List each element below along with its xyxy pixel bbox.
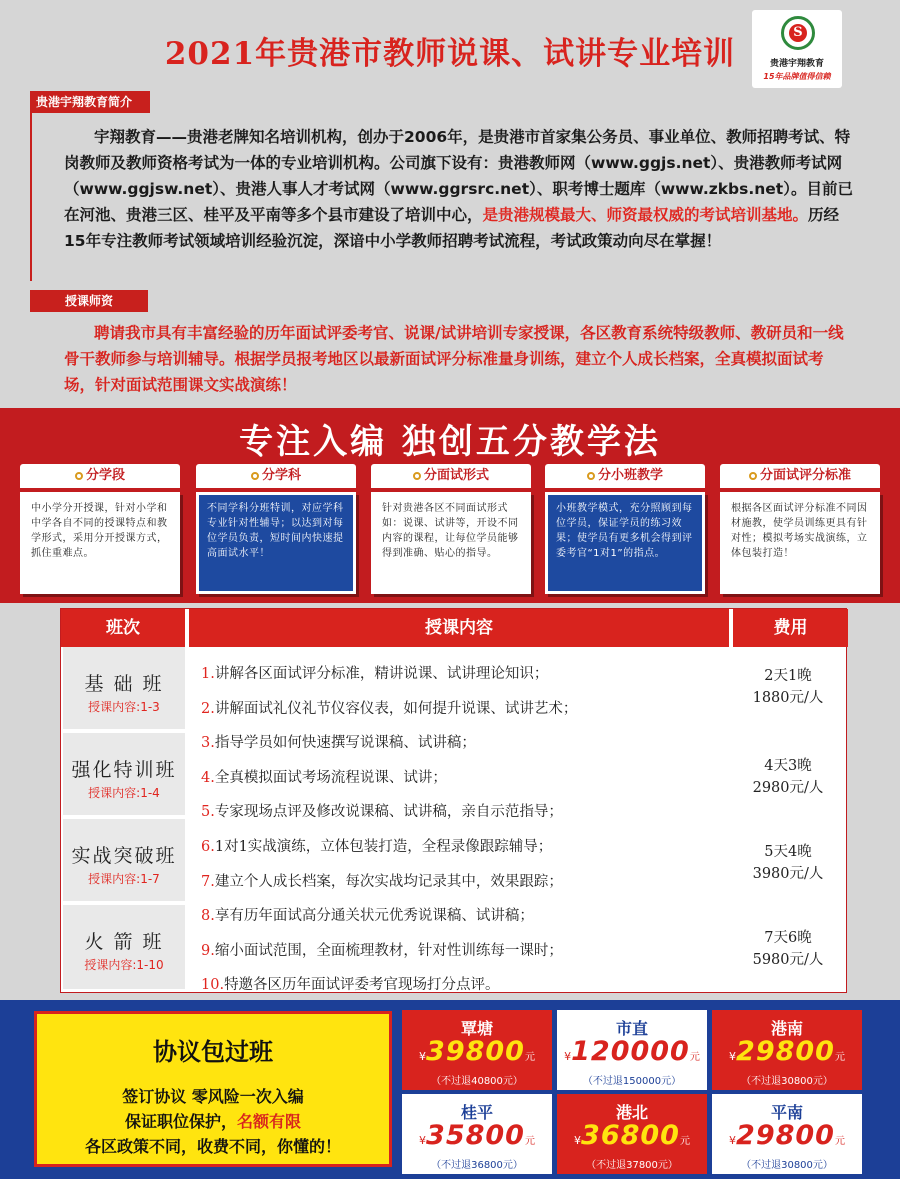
feature-description: 根据各区面试评分标准不同因材施教，使学员训练更具有针对性；模拟考场实战演练，立体包装打造！ <box>720 492 880 594</box>
fee-duration: 5天4晚 <box>764 844 812 860</box>
feature-description: 小班教学模式，充分照顾到每位学员，保证学员的练习效果；使学员有更多机会得到评委考官“1对1”的指点。 <box>545 492 705 594</box>
price-card <box>712 1094 862 1174</box>
agreement-line: 各区政策不同，收费不同，你懂的！ <box>84 1137 341 1156</box>
feature-tab <box>545 464 705 488</box>
fee-cell <box>733 755 843 807</box>
feature-description: 针对贵港各区不同面试形式如：说课、试讲等，开设不同内容的课程，让每位学员能够得到准确、贴心的指导。 <box>371 492 531 594</box>
list-item: 4.全真模拟面试考场流程说课、试讲； <box>201 769 447 786</box>
price-unit: 元 <box>679 1136 690 1147</box>
refund-note: （不过退37800元） <box>586 1160 678 1171</box>
fee-price: 3980元/人 <box>752 866 824 882</box>
feature-card <box>371 464 531 594</box>
list-item: 2.讲解面试礼仪礼节仪容仪表，如何提升说课、试讲艺术； <box>201 700 578 717</box>
course-table <box>60 608 847 993</box>
price-amount: 36800 <box>581 1120 680 1151</box>
feature-card <box>720 464 880 594</box>
price-region: 港南 <box>770 1019 803 1038</box>
logo-seal-icon <box>781 16 815 50</box>
fee-price: 1880元/人 <box>752 690 824 706</box>
price-unit: 元 <box>524 1052 535 1063</box>
list-item: 6.1对1实战演练，立体包装打造，全程录像跟踪辅导； <box>201 838 553 855</box>
target-icon <box>251 472 259 480</box>
refund-note: （不过退150000元） <box>582 1076 682 1087</box>
fee-price: 2980元/人 <box>752 780 824 796</box>
class-cell <box>63 819 185 903</box>
intro-divider <box>30 113 32 281</box>
fee-cell <box>733 665 843 717</box>
intro-highlight: 是贵港规模最大、师资最权威的考试培训基地。 <box>482 206 809 224</box>
list-item: 5.专家现场点评及修改说课稿、试讲稿，亲自示范指导； <box>201 804 563 821</box>
method-banner <box>0 408 900 603</box>
agreement-class-box <box>34 1011 392 1167</box>
price-amount: 35800 <box>426 1120 525 1151</box>
column-header-class: 班次 <box>61 609 185 647</box>
price-unit: 元 <box>834 1136 845 1147</box>
agreement-class-title: 协议包过班 <box>153 1037 273 1066</box>
fee-price: 5980元/人 <box>752 952 824 968</box>
list-item: 1.讲解各区面试评分标准，精讲说课、试讲理论知识； <box>201 666 549 682</box>
feature-description: 中小学分开授课，针对小学和中学各自不同的授课特点和教学形式，采用分开授课方式，抓住重难点。 <box>20 492 180 594</box>
list-item: 8.享有历年面试高分通关状元优秀说课稿、试讲稿； <box>201 908 534 925</box>
refund-note: （不过退30800元） <box>741 1076 833 1087</box>
class-cell <box>63 733 185 817</box>
yen-symbol: ¥ <box>419 1050 427 1063</box>
price-amount: 120000 <box>571 1036 690 1067</box>
feature-tab-label: 分面试形式 <box>423 468 489 483</box>
class-cell <box>63 647 185 731</box>
price-region: 市直 <box>615 1019 648 1038</box>
yen-symbol: ¥ <box>574 1134 582 1147</box>
target-icon <box>413 472 421 480</box>
price-region: 覃塘 <box>460 1019 493 1038</box>
pricing-band <box>0 1000 900 1179</box>
price-unit: 元 <box>689 1052 700 1063</box>
fee-cell <box>733 841 843 893</box>
intro-text-after: 历经15年专注教师考试领域培训经验沉淀，深谙中小学教师招聘考试流程，考试政策动向尽在掌握！ <box>64 206 840 250</box>
feature-card <box>545 464 705 594</box>
price-card <box>402 1094 552 1174</box>
feature-tab <box>371 464 531 488</box>
feature-description: 不同学科分班特训，对应学科专业针对性辅导；以达到对每位学员负责，短时间内快速提高面试水平！ <box>196 492 356 594</box>
price-region: 桂平 <box>460 1103 493 1122</box>
brand-logo <box>752 10 842 88</box>
list-item: 3.指导学员如何快速撰写说课稿、试讲稿； <box>201 735 476 752</box>
target-icon <box>75 472 83 480</box>
list-item: 7.建立个人成长档案，每次实战均记录其中，效果跟踪； <box>201 873 563 890</box>
target-icon <box>587 472 595 480</box>
header <box>0 0 900 90</box>
column-header-content: 授课内容 <box>189 609 729 647</box>
logo-name: 贵港宇翔教育 <box>769 59 824 69</box>
logo-slogan: 15年品牌值得信赖 <box>763 72 831 81</box>
teachers-section-label: 授课师资 <box>30 290 148 312</box>
class-cell <box>63 905 185 991</box>
price-card <box>712 1010 862 1090</box>
yen-symbol: ¥ <box>564 1050 572 1063</box>
intro-paragraph <box>64 124 854 254</box>
feature-tab-label: 分学段 <box>85 468 125 483</box>
feature-tab <box>20 464 180 488</box>
yen-symbol: ¥ <box>419 1134 427 1147</box>
list-item: 10.特邀各区历年面试评委考官现场打分点评。 <box>201 977 500 994</box>
class-name: 强化特训班 <box>71 759 177 781</box>
feature-tab-label: 分小班教学 <box>597 468 663 483</box>
teachers-paragraph: 聘请我市具有丰富经验的历年面试评委考官、说课/试讲培训专家授课，各区教育系统特级教师、教研员和一线骨干教师参与培训辅导。根据学员报考地区以最新面试评分标准量身训练，建立个人成长档案，全真模拟面试考场，针对面试范围课文实战演练！ <box>64 324 844 394</box>
refund-note: （不过退36800元） <box>431 1160 523 1171</box>
price-card <box>557 1094 707 1174</box>
feature-tab <box>196 464 356 488</box>
page-title: 2021年贵港市教师说课、试讲专业培训 <box>164 36 736 72</box>
fee-duration: 2天1晚 <box>764 668 812 684</box>
feature-tab-label: 分面试评分标准 <box>759 468 851 483</box>
refund-note: （不过退30800元） <box>741 1160 833 1171</box>
class-content-range: 授课内容:1-10 <box>84 958 164 972</box>
class-name: 基 础 班 <box>84 673 164 695</box>
list-item: 9.缩小面试范围，全面梳理教材，针对性训练每一课时； <box>201 942 563 959</box>
class-content-range: 授课内容:1-3 <box>88 700 160 714</box>
feature-tab <box>720 464 880 488</box>
class-content-range: 授课内容:1-7 <box>88 872 160 886</box>
price-region: 平南 <box>770 1103 803 1122</box>
feature-card <box>20 464 180 594</box>
fee-cell <box>733 927 843 979</box>
refund-note: （不过退40800元） <box>431 1076 523 1087</box>
intro-text-before: 宇翔教育——贵港老牌知名培训机构，创办于2006年，是贵港市首家集公务员、事业单位、教师招聘考试、特岗教师及教师资格考试为一体的专业培训机构。公司旗下设有：贵港教师网（www.ggjs.net）、贵港教师考试网（www.ggjsw.net）、贵港人事人才考试网（www.ggrsrc.net）、职考博士题库（www.zkbs.net）。目前已在河池、贵港三区、桂平及平南等多个县市建设了培训中心， <box>64 128 853 224</box>
yen-symbol: ¥ <box>729 1050 737 1063</box>
price-region: 港北 <box>615 1103 648 1122</box>
price-amount: 39800 <box>426 1036 525 1067</box>
feature-card <box>196 464 356 594</box>
intro-section-label: 贵港宇翔教育简介 <box>30 91 150 113</box>
price-card <box>402 1010 552 1090</box>
agreement-line: 保证职位保护，名额有限 <box>124 1112 302 1131</box>
logo-seal-letter: S <box>789 24 807 42</box>
price-unit: 元 <box>834 1052 845 1063</box>
method-title: 专注入编 独创五分教学法 <box>239 422 661 462</box>
fee-duration: 4天3晚 <box>764 758 812 774</box>
class-name: 火 箭 班 <box>84 931 164 953</box>
course-content-list <box>201 657 731 1003</box>
fee-duration: 7天6晚 <box>764 930 812 946</box>
class-name: 实战突破班 <box>71 845 177 867</box>
price-amount: 29800 <box>736 1036 835 1067</box>
price-unit: 元 <box>524 1136 535 1147</box>
price-card <box>557 1010 707 1090</box>
column-header-fee: 费用 <box>733 609 848 647</box>
feature-tab-label: 分学科 <box>261 468 301 483</box>
agreement-line: 签订协议 零风险一次入编 <box>122 1087 304 1106</box>
yen-symbol: ¥ <box>729 1134 737 1147</box>
target-icon <box>749 472 757 480</box>
price-amount: 29800 <box>736 1120 835 1151</box>
class-content-range: 授课内容:1-4 <box>88 786 160 800</box>
